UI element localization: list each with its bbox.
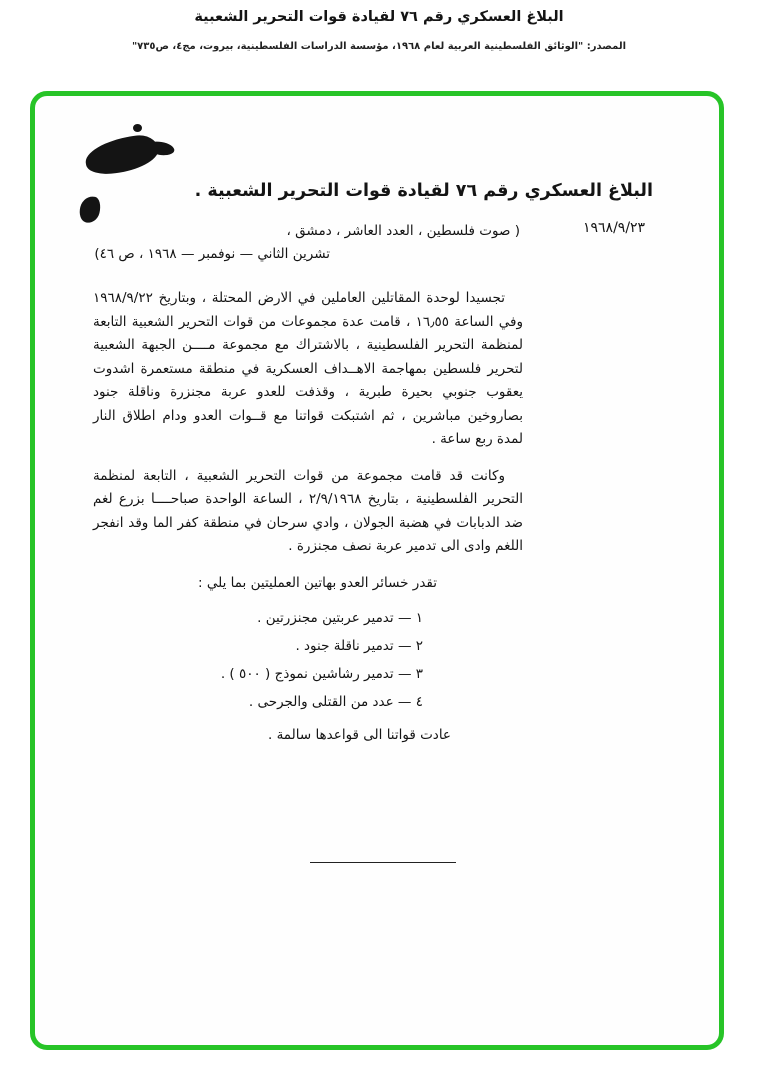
list-item: ٢ — تدمير ناقلة جنود . bbox=[295, 638, 423, 654]
paragraph-operation-2: وكانت قد قامت مجموعة من قوات التحرير الشعبية ، التابعة لمنظمة التحرير الفلسطينية ، بتاريخ ٢/٩/١٩٦٨ ، الساعة الواحدة صباحــــا بزرع لغم ضد الدبابات في هضبة الجولان ، وادي سرحان في منطقة كفر الما وقد انفجر اللغم وادى الى تدمير عربة نصف مجنزرة . bbox=[93, 467, 523, 554]
list-item: ١ — تدمير عربتين مجنزرتين . bbox=[257, 610, 423, 626]
citation-line-2: تشرين الثاني — نوفمبر — ١٩٦٨ ، ص ٤٦) bbox=[94, 246, 330, 262]
document-heading: البلاغ العسكري رقم ٧٦ لقيادة قوات التحرير الشعبية . bbox=[194, 181, 653, 201]
losses-list bbox=[93, 604, 523, 716]
list-item: ٣ — تدمير رشاشين نموذج ( ٥٠٠ ) . bbox=[220, 666, 423, 682]
signature-rule bbox=[310, 862, 456, 863]
list-item: ٤ — عدد من القتلى والجرحى . bbox=[248, 694, 423, 710]
document-date: ١٩٦٨/٩/٢٣ bbox=[583, 220, 646, 236]
scan-smudge-large bbox=[83, 132, 161, 177]
closing-line: عادت قواتنا الى قواعدها سالمة . bbox=[267, 727, 451, 743]
scan-smudge-small bbox=[77, 194, 103, 225]
losses-intro: تقدر خسائر العدو بهاتين العمليتين بما يلي : bbox=[198, 574, 437, 591]
paragraph-operation-1: تجسيدا لوحدة المقاتلين العاملين في الارض المحتلة ، وبتاريخ ١٩٦٨/٩/٢٢ وفي الساعة ١٦٫٥٥ ، قامت عدة مجموعات من قوات التحرير الشعبية التابعة لمنظمة التحرير الفلسطينية ، بالاشتراك مع مجموعة مــــن الجبهة الشعبية لتحرير فلسطين بمهاجمة الاهــداف العسكرية في منطقة مستعمرة اشدوت يعقوب جنوبي بحيرة طبرية ، وقذفت للعدو عربة مجنزرة وناقلة جنود بصاروخين مباشرين ، ثم اشتبكت قواتنا مع قــوات العدو ودام اطلاق النار لمدة ربع ساعة . bbox=[93, 290, 523, 447]
citation-line-1: ( صوت فلسطين ، العدد العاشر ، دمشق ، bbox=[286, 223, 520, 239]
document-frame bbox=[30, 91, 724, 1050]
document-body bbox=[93, 287, 523, 749]
page-header bbox=[0, 0, 758, 52]
scan-speck bbox=[133, 124, 142, 132]
page-title: البلاغ العسكري رقم ٧٦ لقيادة قوات التحرير الشعبية bbox=[194, 9, 564, 25]
source-line: المصدر: "الوثائق الفلسطينية العربية لعام ١٩٦٨، مؤسسة الدراسات الفلسطينية، بيروت، مج٤، ص٧٣٥" bbox=[131, 41, 627, 52]
